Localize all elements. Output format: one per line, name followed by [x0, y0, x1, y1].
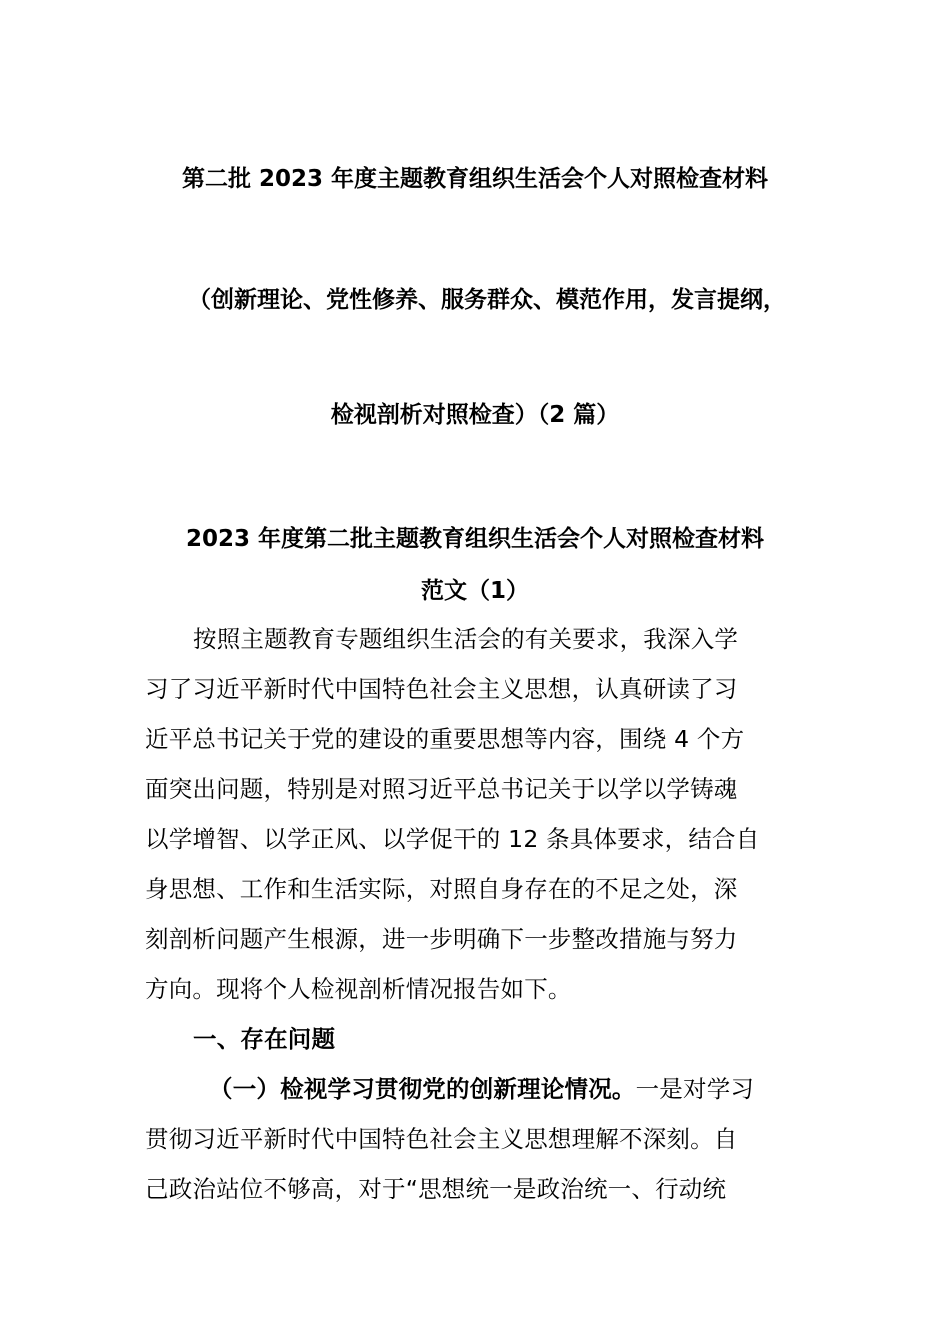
- subsection-line: [145, 1064, 810, 1114]
- paragraph-line: 方向。现将个人检视剖析情况报告如下。: [145, 975, 572, 1003]
- section-title-line-2: 范文（1）: [420, 578, 529, 604]
- paragraph-line: 己政治站位不够高，对于“思想统一是政治统一、行动统: [145, 1175, 727, 1203]
- paragraph-line: 按照主题教育专题组织生活会的有关要求，我深入学: [193, 625, 739, 653]
- section-heading: 一、存在问题: [193, 1025, 336, 1053]
- paragraph-line: 贯彻习近平新时代中国特色社会主义思想理解不深刻。自: [145, 1125, 738, 1153]
- body-text: [145, 614, 810, 1214]
- paragraph-line: 身思想、工作和生活实际，对照自身存在的不足之处，深: [145, 875, 738, 903]
- document-title-line-1: 第二批 2023 年度主题教育组织生活会个人对照检查材料: [181, 166, 769, 192]
- document-title-line-2: （创新理论、党性修养、服务群众、模范作用，发言提纲，: [188, 287, 786, 313]
- subsection-text: 一是对学习: [635, 1075, 755, 1103]
- section-title-line-1: 2023 年度第二批主题教育组织生活会个人对照检查材料: [185, 526, 765, 552]
- paragraph-line: 近平总书记关于党的建设的重要思想等内容，围绕 4 个方: [145, 725, 745, 753]
- document-title-line-3: 检视剖析对照检查）（2 篇）: [330, 402, 620, 428]
- subsection-heading: （一）检视学习贯彻党的创新理论情况。: [209, 1075, 636, 1103]
- paragraph-line: 习了习近平新时代中国特色社会主义思想，认真研读了习: [145, 675, 738, 703]
- paragraph-line: 面突出问题，特别是对照习近平总书记关于以学以学铸魂: [145, 775, 738, 803]
- paragraph-line: 刻剖析问题产生根源，进一步明确下一步整改措施与努力: [145, 925, 738, 953]
- paragraph-line: 以学增智、以学正风、以学促干的 12 条具体要求，结合自: [145, 825, 760, 853]
